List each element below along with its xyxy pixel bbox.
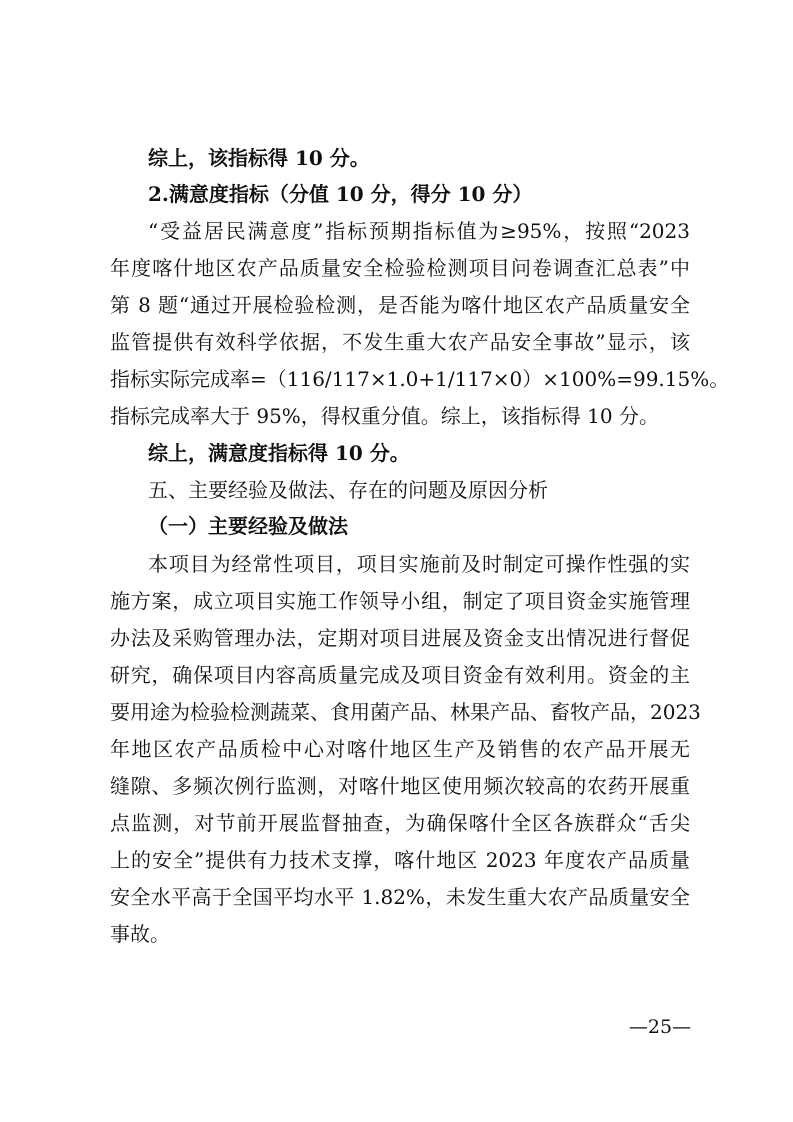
paragraph-line: 要用途为检验检测蔬菜、食用菌产品、林果产品、畜牧产品，2023: [110, 700, 701, 724]
paragraph-line: “受益居民满意度”指标预期指标值为≥95%，按照“2023: [148, 219, 690, 243]
subsection-heading: （一）主要经验及做法: [148, 514, 348, 538]
paragraph-line: 缝隙、多频次例行监测，对喀什地区使用频次较高的农药开展重: [110, 774, 690, 798]
paragraph-line: 事故。: [110, 922, 170, 946]
summary-line-2: 综上，满意度指标得 10 分。: [148, 441, 410, 465]
paragraph-line: 上的安全”提供有力技术支撑，喀什地区 2023 年度农产品质量: [110, 848, 690, 872]
summary-line-1: 综上，该指标得 10 分。: [148, 146, 370, 170]
paragraph-line: 点监测，对节前开展监督抽查，为确保喀什全区各族群众“舌尖: [110, 811, 690, 835]
paragraph-line: 监管提供有效科学依据，不发生重大农产品安全事故”显示，该: [110, 330, 690, 354]
paragraph-line: 研究，确保项目内容高质量完成及项目资金有效利用。资金的主: [110, 663, 690, 687]
paragraph-line: 第 8 题“通过开展检验检测，是否能为喀什地区农产品质量安全: [110, 293, 690, 317]
paragraph-line: 年度喀什地区农产品质量安全检验检测项目问卷调查汇总表”中: [110, 256, 690, 280]
paragraph-line: 指标实际完成率=（116/117×1.0+1/117×0）×100%=99.15%。: [110, 367, 730, 391]
paragraph-line: 安全水平高于全国平均水平 1.82%，未发生重大农产品质量安全: [110, 885, 690, 909]
section-heading-satisfaction: 2.满意度指标（分值 10 分，得分 10 分）: [148, 182, 533, 206]
paragraph-line: 本项目为经常性项目，项目实施前及时制定可操作性强的实: [148, 552, 690, 576]
chapter-heading: 五、主要经验及做法、存在的问题及原因分析: [148, 478, 548, 502]
paragraph-line: 施方案，成立项目实施工作领导小组，制定了项目资金实施管理: [110, 589, 690, 613]
page-number: —25—: [628, 1016, 692, 1038]
paragraph-line: 年地区农产品质检中心对喀什地区生产及销售的农产品开展无: [110, 737, 690, 761]
paragraph-line: 办法及采购管理办法，定期对项目进展及资金支出情况进行督促: [110, 626, 690, 650]
paragraph-line: 指标完成率大于 95%，得权重分值。综上，该指标得 10 分。: [110, 404, 659, 428]
